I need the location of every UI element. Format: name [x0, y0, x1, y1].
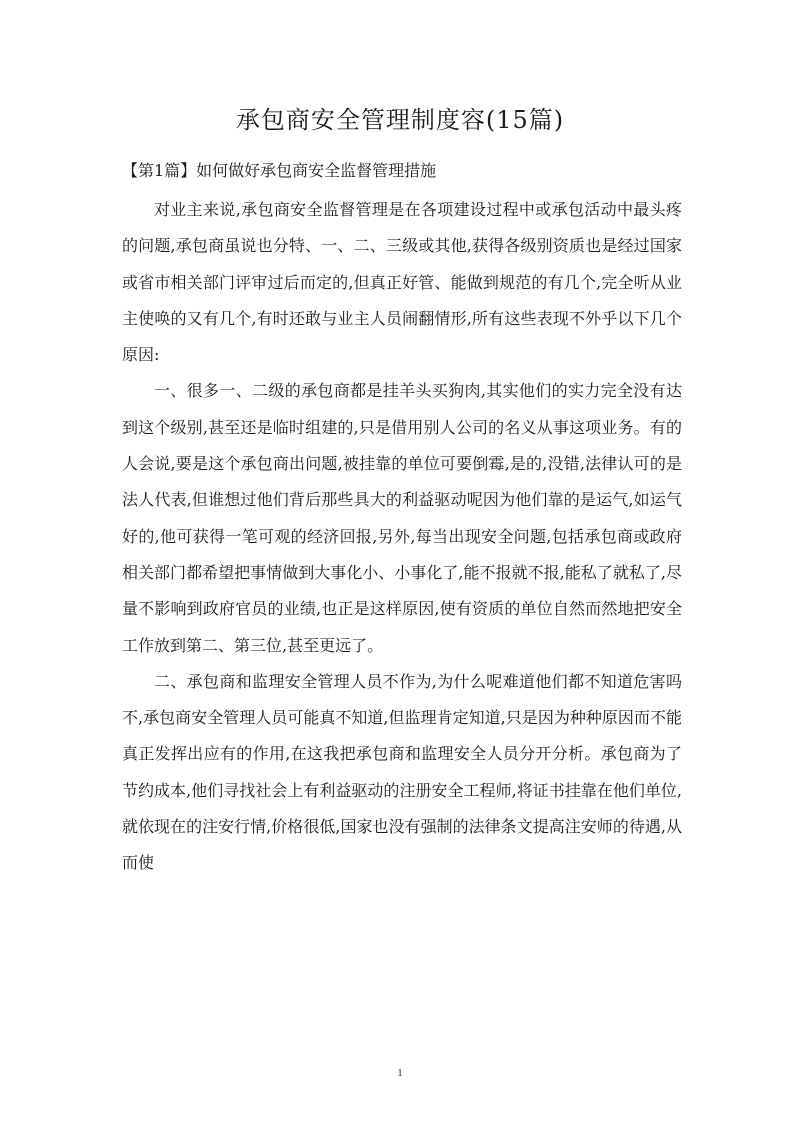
- page-number: 1: [397, 1068, 403, 1079]
- document-body: [122, 192, 682, 882]
- document-title: 承包商安全管理制度容(15篇): [235, 106, 565, 134]
- section-heading: 【第1篇】如何做好承包商安全监督管理措施: [122, 161, 437, 180]
- paragraph-reason-one: 一、很多一、二级的承包商都是挂羊头买狗肉,其实他们的实力完全没有达到这个级别,甚至还是临时组建的,只是借用别人公司的名义从事这项业务。有的人会说,要是这个承包商出问题,被挂靠的单位可要倒霉,是的,没错,法律认可的是法人代表,但谁想过他们背后那些具大的利益驱动呢因为他们靠的是运气,如运气好的,他可获得一笔可观的经济回报,另外,每当出现安全问题,包括承包商或政府相关部门都希望把事情做到大事化小、小事化了,能不报就不报,能私了就私了,尽量不影响到政府官员的业绩,也正是这样原因,使有资质的单位自然而然地把安全工作放到第二、第三位,甚至更远了。: [122, 381, 682, 655]
- paragraph-reason-two: 二、承包商和监理安全管理人员不作为,为什么呢难道他们都不知道危害吗不,承包商安全管理人员可能真不知道,但监理肯定知道,只是因为种种原因而不能真正发挥出应有的作用,在这我把承包商和监理安全人员分开分析。承包商为了节约成本,他们寻找社会上有利益驱动的注册安全工程师,将证书挂靠在他们单位,就依现在的注安行情,价格很低,国家也没有强制的法律条文提高注安师的待遇,从而使: [122, 671, 682, 873]
- paragraph-intro: 对业主来说,承包商安全监督管理是在各项建设过程中或承包活动中最头疼的问题,承包商虽说也分特、一、二、三级或其他,获得各级别资质也是经过国家或省市相关部门评审过后而定的,但真正好管、能做到规范的有几个,完全听从业主使唤的又有几个,有时还敢与业主人员闹翻情形,所有这些表现不外乎以下几个原因:: [122, 200, 682, 365]
